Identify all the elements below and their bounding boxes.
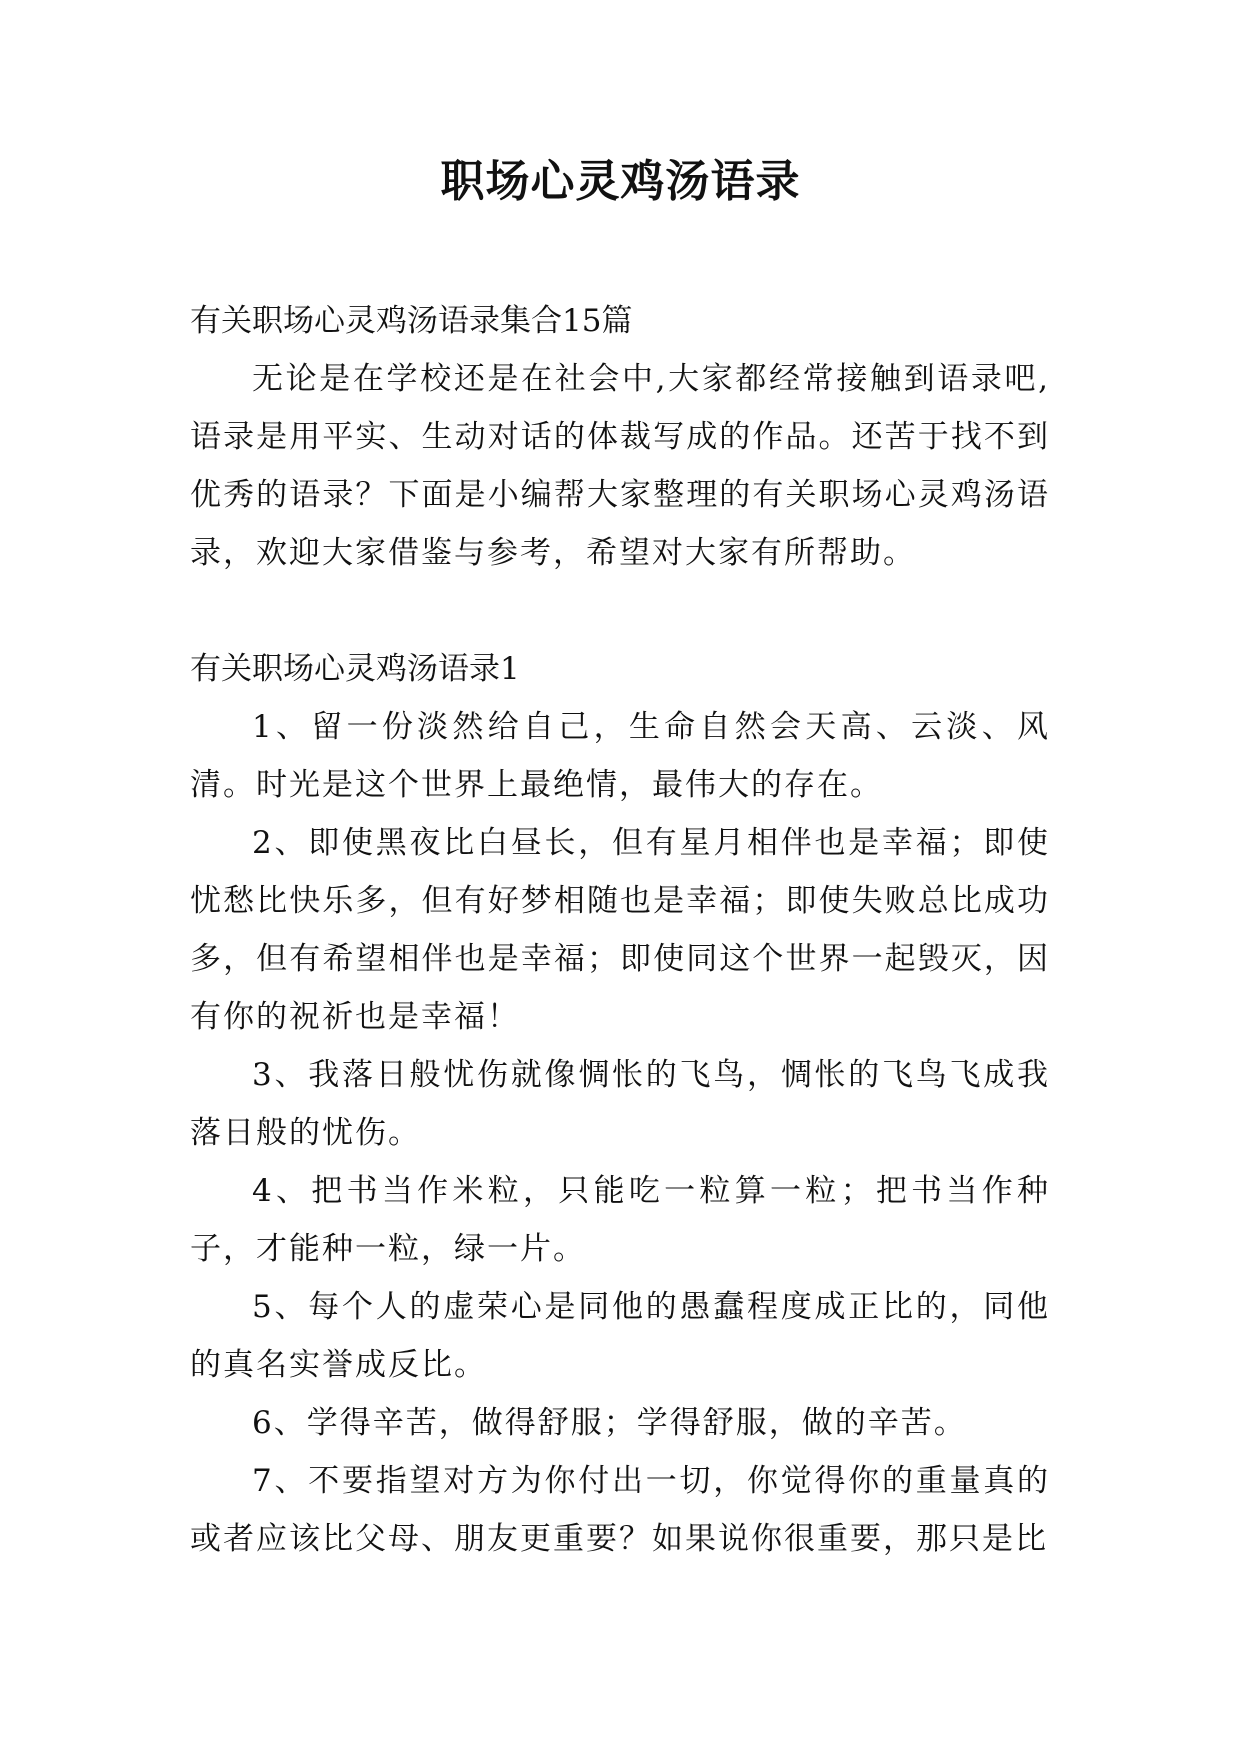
section-heading: 有关职场心灵鸡汤语录1 xyxy=(190,651,520,687)
intro-paragraph: 无论是在学校还是在社会中,大家都经常接触到语录吧,语录是用平实、生动对话的体裁写成的作品。还苦于找不到优秀的语录？下面是小编帮大家整理的有关职场心灵鸡汤语录，欢迎大家借鉴与参考，希望对大家有所帮助。 xyxy=(190,361,1050,571)
quote-item-7: 7、不要指望对方为你付出一切，你觉得你的重量真的或者应该比父母、朋友更重要？如果说你很重要，那只是比 xyxy=(190,1463,1050,1557)
document-body xyxy=(190,292,1050,1568)
quote-item-4: 4、把书当作米粒，只能吃一粒算一粒；把书当作种子，才能种一粒，绿一片。 xyxy=(190,1173,1050,1267)
quote-item-1: 1、留一份淡然给自己，生命自然会天高、云淡、风清。时光是这个世界上最绝情，最伟大的存在。 xyxy=(190,709,1050,803)
quote-item-2: 2、即使黑夜比白昼长，但有星月相伴也是幸福；即使忧愁比快乐多，但有好梦相随也是幸福；即使失败总比成功多，但有希望相伴也是幸福；即使同这个世界一起毁灭，因有你的祝祈也是幸福！ xyxy=(190,825,1050,1035)
document-title: 职场心灵鸡汤语录 xyxy=(440,156,801,207)
quote-item-6: 6、学得辛苦，做得舒服；学得舒服，做的辛苦。 xyxy=(252,1405,967,1441)
section-spacer xyxy=(190,582,1050,640)
intro-heading: 有关职场心灵鸡汤语录集合15篇 xyxy=(190,303,633,339)
quote-item-5: 5、每个人的虚荣心是同他的愚蠢程度成正比的，同他的真名实誉成反比。 xyxy=(190,1289,1050,1383)
quote-item-3: 3、我落日般忧伤就像惆怅的飞鸟，惆怅的飞鸟飞成我落日般的忧伤。 xyxy=(190,1057,1050,1151)
